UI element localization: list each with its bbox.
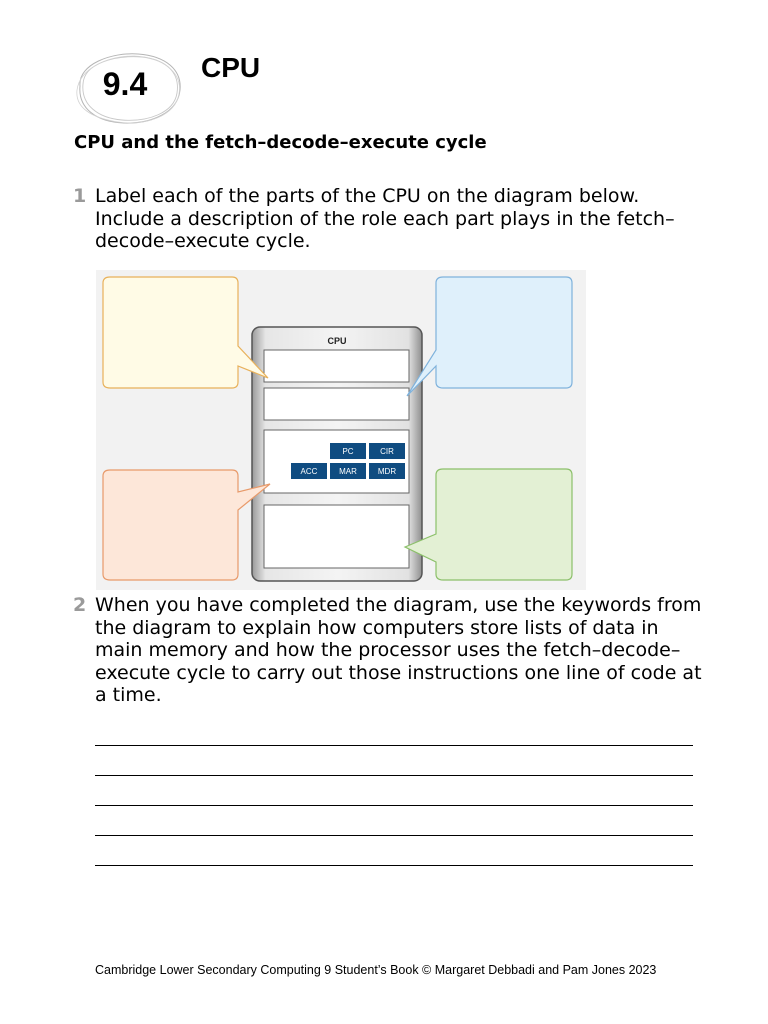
section-badge xyxy=(72,50,182,124)
register-acc xyxy=(291,463,327,479)
register-pc xyxy=(330,443,366,459)
register-cir xyxy=(369,443,405,459)
question-2-number: 2 xyxy=(73,594,87,616)
svg-text:CIR: CIR xyxy=(380,447,394,456)
register-mdr xyxy=(369,463,405,479)
question-2-text: When you have completed the diagram, use the keywords from the diagram to explain how computers store lists of data in main memory and how the processor uses the fetch–decode–execute cycle to carry out those instructions one line of code at a time. xyxy=(95,594,702,707)
subheading: CPU and the fetch–decode–execute cycle xyxy=(74,132,487,153)
cpu-part-4 xyxy=(264,505,409,568)
question-1-text: Label each of the parts of the CPU on the diagram below. Include a description of the role each part plays in the fetch–decode–execute cycle. xyxy=(95,185,675,253)
answer-line-3[interactable] xyxy=(95,805,693,806)
answer-line-5[interactable] xyxy=(95,865,693,866)
svg-text:ACC: ACC xyxy=(300,467,318,476)
footer-copyright: Cambridge Lower Secondary Computing 9 Student’s Book © Margaret Debbadi and Pam Jones 2023 xyxy=(95,963,657,977)
register-mar xyxy=(330,463,366,479)
section-number: 9.4 xyxy=(102,66,148,102)
svg-text:MAR: MAR xyxy=(339,467,357,476)
answer-line-2[interactable] xyxy=(95,775,693,776)
question-1-number: 1 xyxy=(73,185,87,207)
svg-text:MDR: MDR xyxy=(377,467,397,476)
section-title: CPU xyxy=(201,52,261,83)
answer-line-1[interactable] xyxy=(95,745,693,746)
answer-line-4[interactable] xyxy=(95,835,693,836)
cpu-part-2 xyxy=(264,388,409,420)
svg-text:PC: PC xyxy=(342,447,354,456)
cpu-diagram xyxy=(96,270,586,590)
cpu-title: CPU xyxy=(327,336,347,346)
cpu-part-registers xyxy=(264,430,409,493)
cpu-part-1 xyxy=(264,350,409,382)
